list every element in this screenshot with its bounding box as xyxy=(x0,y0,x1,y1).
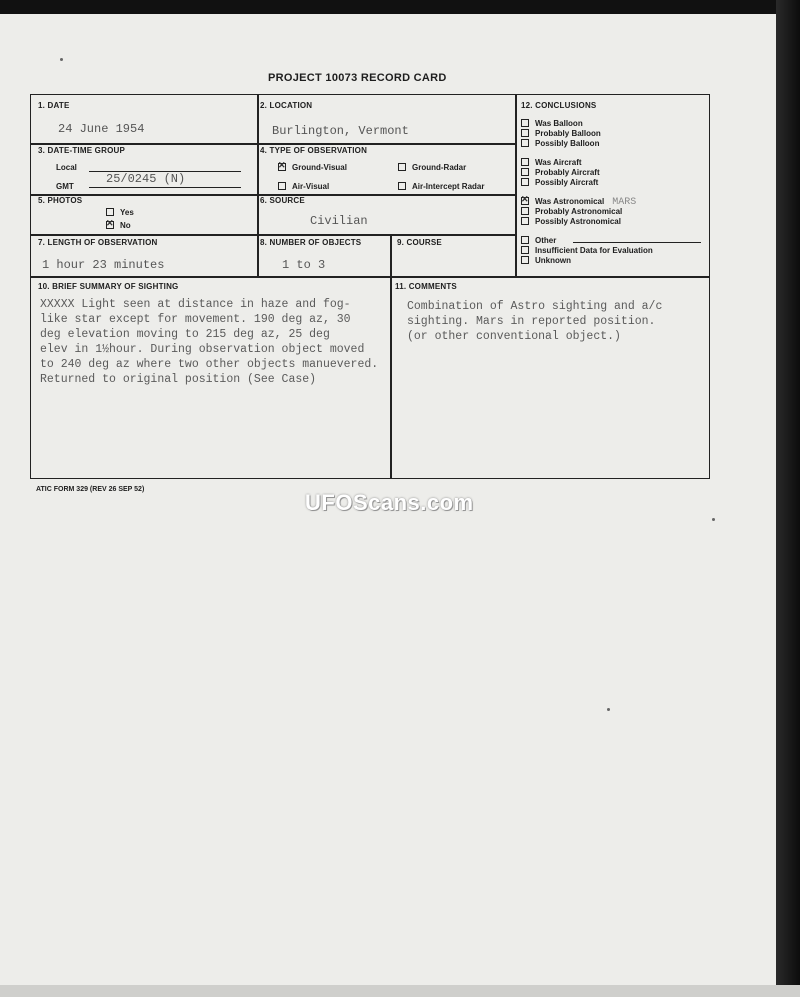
location-label: 2. LOCATION xyxy=(260,101,313,110)
number-of-objects-label: 8. NUMBER OF OBJECTS xyxy=(260,238,362,247)
comments-label: 11. COMMENTS xyxy=(395,282,457,291)
checkbox-icon xyxy=(521,168,529,176)
conclusions-label: 12. CONCLUSIONS xyxy=(521,101,597,110)
option-air-intercept-radar: Air-Intercept Radar xyxy=(398,182,484,191)
location-value: Burlington, Vermont xyxy=(272,124,409,138)
checkbox-icon xyxy=(521,139,529,147)
date-label: 1. DATE xyxy=(38,101,70,110)
source-label: 6. SOURCE xyxy=(260,196,305,205)
checkbox-icon xyxy=(521,207,529,215)
form-id: ATIC FORM 329 (REV 26 SEP 52) xyxy=(36,486,145,493)
checkbox-icon xyxy=(398,182,406,190)
type-of-observation-label: 4. TYPE OF OBSERVATION xyxy=(260,146,368,155)
local-label: Local xyxy=(56,163,77,172)
astronomical-note: MARS xyxy=(612,197,637,208)
course-label: 9. COURSE xyxy=(397,238,442,247)
conclusion-was-aircraft: Was Aircraft xyxy=(521,158,582,167)
photos-yes: Yes xyxy=(106,208,134,217)
checkbox-icon xyxy=(521,119,529,127)
number-of-objects-value: 1 to 3 xyxy=(282,258,326,272)
photos-no: ✕No xyxy=(106,221,131,230)
card-title: PROJECT 10073 RECORD CARD xyxy=(268,72,447,84)
checkbox-checked-icon xyxy=(521,197,529,205)
option-ground-radar: Ground-Radar xyxy=(398,163,466,172)
scan-speck xyxy=(60,58,63,61)
date-value: 24 June 1954 xyxy=(58,122,145,136)
date-time-group-label: 3. DATE-TIME GROUP xyxy=(38,146,126,155)
checkbox-icon xyxy=(521,158,529,166)
option-air-visual: Air-Visual xyxy=(278,182,329,191)
checkbox-icon xyxy=(521,217,529,225)
conclusion-was-balloon: Was Balloon xyxy=(521,119,583,128)
scan-speck xyxy=(607,708,610,711)
gmt-value: 25/0245 (N) xyxy=(106,172,186,186)
conclusion-possibly-aircraft: Possibly Aircraft xyxy=(521,178,598,187)
comments-text: Combination of Astro sighting and a/c sighting. Mars in reported position. (or other conventional object.) xyxy=(407,300,663,343)
length-label: 7. LENGTH OF OBSERVATION xyxy=(38,238,158,247)
checkbox-icon xyxy=(398,163,406,171)
checkbox-checked-icon xyxy=(278,163,286,171)
conclusion-was-astronomical: ✕Was Astronomical MARS xyxy=(521,197,636,208)
scan-speck xyxy=(712,518,715,521)
checkbox-icon xyxy=(521,256,529,264)
conclusion-possibly-astronomical: Possibly Astronomical xyxy=(521,217,621,226)
checkbox-icon xyxy=(521,246,529,254)
conclusion-probably-balloon: Probably Balloon xyxy=(521,129,601,138)
scan-top-edge xyxy=(0,0,800,14)
conclusion-probably-astronomical: Probably Astronomical xyxy=(521,207,622,216)
conclusion-probably-aircraft: Probably Aircraft xyxy=(521,168,600,177)
watermark: UFOScans.com xyxy=(305,490,474,515)
option-ground-visual: ✕Ground-Visual xyxy=(278,163,347,172)
checkbox-icon xyxy=(521,129,529,137)
length-value: 1 hour 23 minutes xyxy=(42,258,165,272)
gmt-label: GMT xyxy=(56,182,74,191)
conclusion-possibly-balloon: Possibly Balloon xyxy=(521,139,599,148)
checkbox-icon xyxy=(106,208,114,216)
checkbox-icon xyxy=(521,236,529,244)
source-value: Civilian xyxy=(310,214,368,228)
conclusion-other: Other xyxy=(521,236,556,245)
conclusion-unknown: Unknown xyxy=(521,256,571,265)
checkbox-icon xyxy=(278,182,286,190)
summary-text: XXXXX Light seen at distance in haze and fog- like star except for movement. 190 deg az, 30 deg elevation moving to 215 deg az, 25 deg elev in 1½hour. During observation object moved to 240 deg az where two other objects manuevered. Returned to original position (See Case) xyxy=(40,298,379,386)
summary-label: 10. BRIEF SUMMARY OF SIGHTING xyxy=(38,282,179,291)
checkbox-icon xyxy=(521,178,529,186)
checkbox-checked-icon xyxy=(106,221,114,229)
photos-label: 5. PHOTOS xyxy=(38,196,83,205)
scan-right-edge xyxy=(776,0,800,997)
scan-bottom-edge xyxy=(0,985,800,997)
conclusion-insufficient-data: Insufficient Data for Evaluation xyxy=(521,246,653,255)
